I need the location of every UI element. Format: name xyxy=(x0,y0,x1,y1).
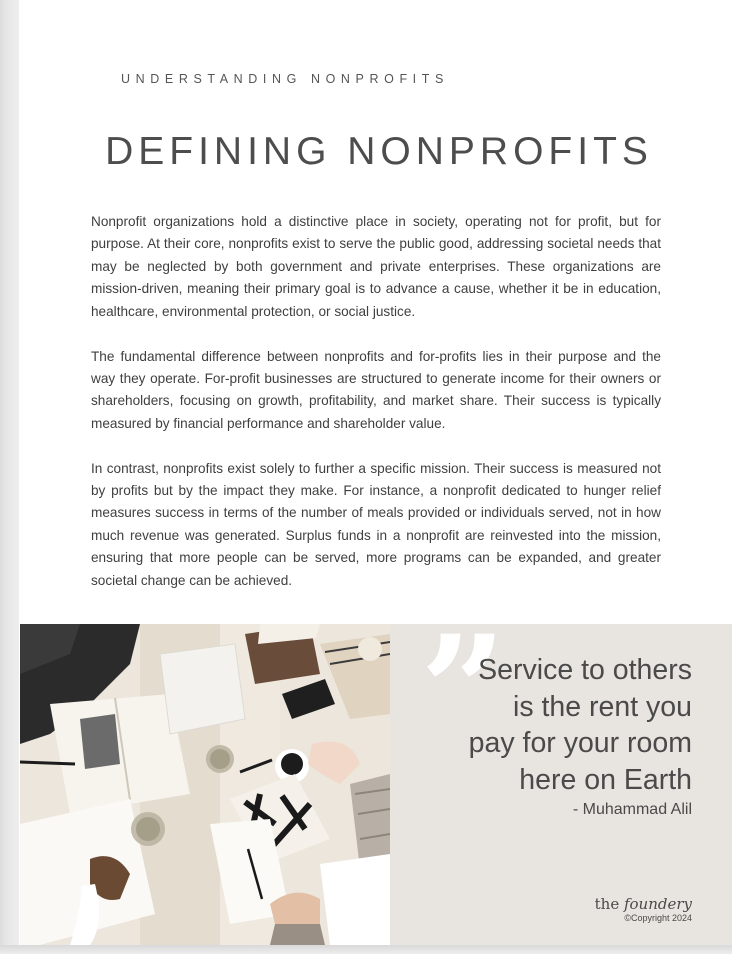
quote-author: - Muhammad Alil xyxy=(572,801,692,818)
page-number: 02 xyxy=(364,895,378,907)
quote-text xyxy=(392,652,692,798)
quote-line: is the rent you xyxy=(512,690,692,723)
page-bottom-shadow xyxy=(0,945,732,954)
document-page xyxy=(20,0,732,945)
brand-name: foundery xyxy=(623,895,692,913)
copyright: ©Copyright 2024 xyxy=(624,913,692,923)
quote-line: here on Earth xyxy=(519,763,692,796)
paragraph: Nonprofit organizations hold a distinctive place in society, operating not for profit, but for purpose. At their core, nonprofits exist to serve the public good, addressing societal needs that may be neglected by both government and private enterprises. These organizations are mission-driven, meaning their primary goal is to advance a cause, whether it be in education, healthcare, environmental protection, or social justice. xyxy=(91,214,661,319)
meeting-photo xyxy=(20,624,390,945)
brand-logo xyxy=(595,895,692,913)
section-eyebrow: UNDERSTANDING NONPROFITS xyxy=(121,72,449,86)
paragraph: In contrast, nonprofits exist solely to further a specific mission. Their success is measured not by profits but by the impact they make. For instance, a nonprofit dedicated to hunger relief measures success in terms of the number of meals provided or individuals served, not in how much revenue was generated. Surplus funds in a nonprofit are reinvested into the mission, ensuring that more people can be served, more programs can be expanded, and greater societal change can be achieved. xyxy=(91,460,661,588)
body-text xyxy=(91,211,661,615)
quote-mark-icon: ” xyxy=(420,603,507,779)
paragraph: The fundamental difference between nonprofits and for-profits lies in their purpose and the way they operate. For-profit businesses are structured to generate income for their owners or shareholders, focusing on growth, profitability, and market share. Their success is typically measured by financial performance and shareholder value. xyxy=(91,348,661,431)
brand-prefix: the xyxy=(594,895,624,913)
page-edge-shadow xyxy=(0,0,19,954)
quote-panel xyxy=(390,603,732,945)
quote-line: Service to others xyxy=(478,654,692,686)
quote-line: pay for your room xyxy=(468,727,692,759)
page-title: DEFINING NONPROFITS xyxy=(105,130,653,173)
